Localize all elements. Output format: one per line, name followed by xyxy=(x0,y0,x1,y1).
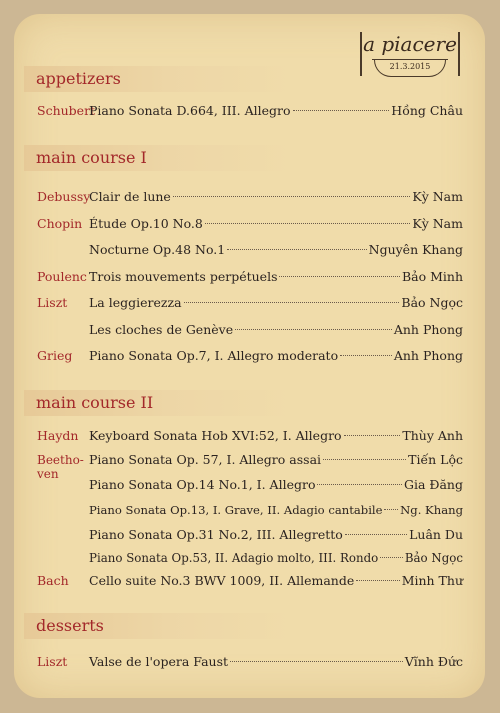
piece-line xyxy=(89,548,463,568)
piece-title: Piano Sonata Op.13, I. Grave, II. Adagio cantabile xyxy=(89,503,383,517)
dot-leader xyxy=(293,110,390,111)
composer: Bach xyxy=(37,573,69,588)
section-title-main-course-1: main course I xyxy=(24,145,296,171)
composer: Liszt xyxy=(37,654,68,669)
logo xyxy=(360,28,460,80)
section-title-main-course-2: main course II xyxy=(24,390,296,416)
program-row xyxy=(0,293,500,313)
piece-line xyxy=(89,475,463,495)
composer: Debussy xyxy=(37,189,91,204)
piece-line xyxy=(89,214,463,234)
piece-line xyxy=(89,320,463,340)
piece-title: Trois mouvements perpétuels xyxy=(89,269,278,284)
piece-line xyxy=(89,450,463,470)
piece-line xyxy=(89,293,463,313)
piece-title: Piano Sonata Op.14 No.1, I. Allegro xyxy=(89,477,316,492)
piece-title: Keyboard Sonata Hob XVI:52, I. Allegro xyxy=(89,428,342,443)
program-row xyxy=(0,548,500,568)
dot-leader xyxy=(173,196,411,197)
dot-leader xyxy=(380,557,403,558)
logo-name: a piacere xyxy=(363,32,457,56)
program-row xyxy=(0,101,500,121)
dot-leader xyxy=(344,435,401,436)
composer: Haydn xyxy=(37,428,79,443)
performer: Gia Đăng xyxy=(403,477,463,492)
performer: Bảo Minh xyxy=(401,269,463,284)
piece-title: Valse de l'opera Faust xyxy=(89,654,229,669)
program-row xyxy=(0,475,500,495)
program-row xyxy=(0,346,500,366)
dot-leader xyxy=(227,249,366,250)
program-row xyxy=(0,500,500,520)
performer: Anh Phong xyxy=(393,348,463,363)
performer: Hồng Châu xyxy=(391,103,463,118)
program-row xyxy=(0,267,500,287)
piece-line xyxy=(89,187,463,207)
performer: Ng. Khang xyxy=(400,503,463,517)
program-row xyxy=(0,426,500,446)
dot-leader xyxy=(384,509,398,510)
dot-leader xyxy=(356,580,399,581)
performer: Luân Du xyxy=(409,527,463,542)
piece-line xyxy=(89,240,463,260)
program-row xyxy=(0,320,500,340)
piece-line xyxy=(89,652,463,672)
composer: Beetho-ven xyxy=(37,453,84,481)
performer: Bảo Ngọc xyxy=(401,295,463,310)
program-row xyxy=(0,450,500,481)
program-row xyxy=(0,214,500,234)
performer: Minh Thư xyxy=(401,573,463,588)
program-row xyxy=(0,525,500,545)
performer: Tiến Lộc xyxy=(408,452,463,467)
piece-title: Piano Sonata Op.53, II. Adagio molto, III. Rondo xyxy=(89,551,379,565)
piece-title: Piano Sonata Op.31 No.2, III. Allegretto xyxy=(89,527,343,542)
program-row xyxy=(0,571,500,591)
dot-leader xyxy=(279,276,399,277)
piece-title: Piano Sonata Op.7, I. Allegro moderato xyxy=(89,348,339,363)
performer: Bảo Ngọc xyxy=(404,551,463,565)
piece-title: Piano Sonata Op. 57, I. Allegro assai xyxy=(89,452,322,467)
piece-line xyxy=(89,500,463,520)
piece-title: Piano Sonata D.664, III. Allegro xyxy=(89,103,291,118)
composer: Schubert xyxy=(37,103,96,118)
performer: Thùy Anh xyxy=(402,428,463,443)
piece-title: La leggierezza xyxy=(89,295,182,310)
dot-leader xyxy=(184,302,400,303)
performer: Anh Phong xyxy=(393,322,463,337)
composer: Poulenc xyxy=(37,269,87,284)
dot-leader xyxy=(235,329,392,330)
program-row xyxy=(0,187,500,207)
program-row xyxy=(0,240,500,260)
section-title-appetizers: appetizers xyxy=(24,66,296,92)
dot-leader xyxy=(345,534,407,535)
performer: Kỳ Nam xyxy=(412,216,463,231)
piece-title: Clair de lune xyxy=(89,189,171,204)
performer: Vĩnh Đức xyxy=(404,654,463,669)
dot-leader xyxy=(323,459,406,460)
piece-title: Cello suite No.3 BWV 1009, II. Allemande xyxy=(89,573,355,588)
program-row xyxy=(0,652,500,672)
dot-leader xyxy=(340,355,392,356)
piece-line xyxy=(89,101,463,121)
piece-line xyxy=(89,571,463,591)
piece-line xyxy=(89,525,463,545)
piece-title: Étude Op.10 No.8 xyxy=(89,216,203,231)
performer: Kỳ Nam xyxy=(412,189,463,204)
piece-line xyxy=(89,346,463,366)
composer: Chopin xyxy=(37,216,83,231)
dot-leader xyxy=(205,223,411,224)
dot-leader xyxy=(317,484,402,485)
performer: Nguyên Khang xyxy=(368,242,463,257)
dot-leader xyxy=(230,661,403,662)
piece-line xyxy=(89,426,463,446)
composer: Liszt xyxy=(37,295,68,310)
section-title-desserts: desserts xyxy=(24,613,296,639)
composer: Grieg xyxy=(37,348,73,363)
piece-line xyxy=(89,267,463,287)
event-date: 21.3.2015 xyxy=(389,62,431,71)
piece-title: Les cloches de Genève xyxy=(89,322,234,337)
piece-title: Nocturne Op.48 No.1 xyxy=(89,242,226,257)
